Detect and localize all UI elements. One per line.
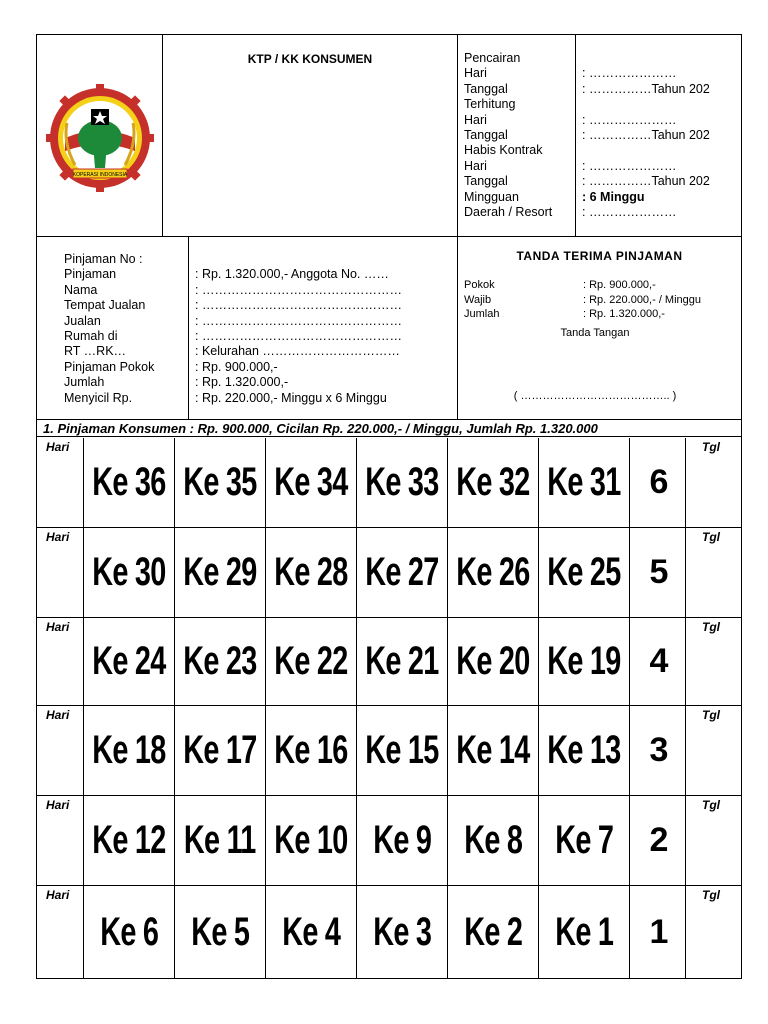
label-habis-kontrak: Habis Kontrak <box>464 143 543 158</box>
installment-cell[interactable] <box>357 886 448 978</box>
installment-label: Ke 11 <box>184 818 256 862</box>
installment-label: Ke 20 <box>456 639 530 683</box>
installment-cell[interactable] <box>448 796 539 885</box>
label-hari: Hari <box>464 112 487 127</box>
installment-label: Ke 8 <box>464 818 522 862</box>
installment-label: Ke 6 <box>100 909 158 954</box>
label-tanggal: Tanggal <box>464 174 508 189</box>
installment-label: Ke 27 <box>365 550 439 594</box>
label-wajib: Wajib <box>464 293 492 306</box>
label-tanggal: Tanggal <box>464 127 508 142</box>
installment-cell[interactable] <box>357 796 448 885</box>
installment-cell[interactable] <box>539 618 630 705</box>
value-jumlah: : Rp. 1.320.000,- <box>583 308 665 320</box>
value-terhitung <box>582 97 741 112</box>
hari-cell[interactable] <box>37 796 84 885</box>
signature-label: Tanda Tangan <box>560 327 630 339</box>
installment-label: Ke 19 <box>547 639 621 683</box>
installment-label: Ke 33 <box>365 460 439 504</box>
installment-label: Ke 3 <box>373 909 431 954</box>
installment-label: Ke 7 <box>555 818 613 862</box>
label-hari: Hari <box>464 66 487 81</box>
loan-card-form <box>36 34 742 979</box>
value-wajib: : Rp. 220.000,- / Minggu <box>583 293 702 306</box>
installment-row <box>37 438 741 528</box>
installment-row <box>37 796 741 886</box>
receipt-title: TANDA TERIMA PINJAMAN <box>516 249 683 263</box>
schedule-labels <box>458 35 576 236</box>
receipt-labels <box>464 278 499 322</box>
value-jumlah: : Rp. 1.320.000,- <box>195 375 289 390</box>
label-terhitung: Terhitung <box>464 97 516 112</box>
installment-label: Ke 32 <box>456 460 530 504</box>
hari-label: Hari <box>46 798 70 812</box>
installment-cell[interactable] <box>539 438 630 527</box>
label-pinjaman-pokok: Pinjaman Pokok <box>64 359 155 374</box>
label-jualan: Jualan <box>64 313 101 328</box>
week-number: 6 <box>649 463 669 501</box>
tgl-cell[interactable] <box>686 796 741 885</box>
ktp-title: KTP / KK KONSUMEN <box>247 52 373 66</box>
installment-label: Ke 24 <box>92 639 166 683</box>
installment-label: Ke 17 <box>183 728 257 772</box>
label-rumah-di: Rumah di <box>64 328 118 343</box>
installment-cell[interactable] <box>448 886 539 978</box>
week-number-cell <box>633 528 686 617</box>
installment-cell[interactable] <box>175 528 266 617</box>
installment-cell[interactable] <box>266 528 357 617</box>
tgl-label: Tgl <box>702 708 720 722</box>
week-number-cell <box>633 886 686 978</box>
tgl-label: Tgl <box>702 440 720 454</box>
installment-label: Ke 34 <box>274 460 348 504</box>
installment-cell[interactable] <box>539 706 630 795</box>
tgl-cell[interactable] <box>686 618 741 705</box>
value-daerah-resort[interactable]: : ………………… <box>582 204 677 219</box>
ktp-attachment-cell <box>163 35 458 236</box>
installment-row <box>37 706 741 796</box>
installment-cell[interactable] <box>357 618 448 705</box>
label-pinjaman-no: Pinjaman No : <box>64 252 143 266</box>
label-pencairan: Pencairan <box>464 51 521 65</box>
installment-label: Ke 13 <box>547 728 621 772</box>
label-jumlah: Jumlah <box>464 308 500 320</box>
week-number: 1 <box>649 912 669 951</box>
label-tanggal: Tanggal <box>464 81 508 96</box>
value-pokok: : Rp. 900.000,- <box>583 279 656 291</box>
hari-label: Hari <box>46 530 70 544</box>
hari-label: Hari <box>46 888 70 902</box>
value-hari[interactable]: : ………………… <box>582 66 677 81</box>
header-section <box>37 35 741 237</box>
week-number-cell <box>633 796 686 885</box>
installment-row <box>37 528 741 618</box>
installment-cell[interactable] <box>84 796 175 885</box>
value-menyicil: : Rp. 220.000,- Minggu x 6 Minggu <box>195 390 387 405</box>
week-number: 2 <box>649 821 669 859</box>
logo-cell <box>37 35 163 236</box>
installment-cell[interactable] <box>266 618 357 705</box>
installment-cell[interactable] <box>175 706 266 795</box>
value-pencairan <box>582 51 741 66</box>
installment-cell[interactable] <box>84 528 175 617</box>
value-habis-kontrak <box>582 143 741 158</box>
installment-cell[interactable] <box>448 618 539 705</box>
installment-cell[interactable] <box>175 796 266 885</box>
loan-details-section <box>37 237 741 420</box>
loan-labels <box>37 237 189 420</box>
tgl-cell[interactable] <box>686 886 741 978</box>
installment-cell[interactable] <box>175 618 266 705</box>
installment-label: Ke 4 <box>282 909 340 954</box>
installment-cell[interactable] <box>539 886 630 978</box>
label-nama: Nama <box>64 282 98 297</box>
hari-cell[interactable] <box>37 528 84 617</box>
installment-label: Ke 25 <box>547 550 621 594</box>
installment-cell[interactable] <box>448 706 539 795</box>
installment-label: Ke 21 <box>365 639 439 683</box>
value-tanggal[interactable]: : ……………Tahun 202 <box>582 127 710 142</box>
label-rt-rk: RT …RK… <box>64 344 127 359</box>
installment-cell[interactable] <box>448 438 539 527</box>
installment-label: Ke 9 <box>373 818 431 862</box>
tgl-cell[interactable] <box>686 706 741 795</box>
tgl-cell[interactable] <box>686 528 741 617</box>
installment-label: Ke 22 <box>274 639 348 683</box>
cooperative-logo <box>45 83 155 193</box>
hari-label: Hari <box>46 708 70 722</box>
installment-label: Ke 12 <box>92 818 166 862</box>
value-mingguan: : 6 Minggu <box>582 189 645 204</box>
tgl-label: Tgl <box>702 530 720 544</box>
week-number-cell <box>633 706 686 795</box>
installment-label: Ke 1 <box>555 909 613 954</box>
label-jumlah: Jumlah <box>64 375 105 390</box>
loan-values <box>189 237 458 420</box>
receipt-values <box>583 278 701 322</box>
installment-label: Ke 28 <box>274 550 348 594</box>
installment-cell[interactable] <box>175 438 266 527</box>
value-tanggal[interactable]: : ……………Tahun 202 <box>582 81 710 96</box>
installment-label: Ke 30 <box>92 550 166 594</box>
value-pinjaman-pokok: : Rp. 900.000,- <box>195 359 278 374</box>
installment-cell[interactable] <box>539 528 630 617</box>
value-rumah-di[interactable]: : ………………………………………… <box>195 328 402 343</box>
label-daerah-resort: Daerah / Resort <box>464 204 553 219</box>
week-number: 3 <box>649 731 669 769</box>
installment-row <box>37 618 741 706</box>
installment-label: Ke 29 <box>183 550 257 594</box>
tgl-label: Tgl <box>702 620 720 634</box>
value-tanggal[interactable]: : ……………Tahun 202 <box>582 174 710 189</box>
week-number-cell <box>633 618 686 705</box>
hari-cell[interactable] <box>37 618 84 705</box>
label-menyicil: Menyicil Rp. <box>64 390 133 405</box>
value-pinjaman-no <box>195 252 457 267</box>
installment-cell[interactable] <box>84 438 175 527</box>
installment-cell[interactable] <box>266 706 357 795</box>
tgl-label: Tgl <box>702 798 720 812</box>
loan-summary: 1. Pinjaman Konsumen : Rp. 900.000, Cicilan Rp. 220.000,- / Minggu, Jumlah Rp. 1.320.000 <box>37 421 741 437</box>
installment-label: Ke 26 <box>456 550 530 594</box>
hari-cell[interactable] <box>37 886 84 978</box>
installment-cell[interactable] <box>357 706 448 795</box>
installment-cell[interactable] <box>266 438 357 527</box>
installment-label: Ke 18 <box>92 728 166 772</box>
installment-label: Ke 23 <box>183 639 257 683</box>
label-hari: Hari <box>464 158 487 173</box>
week-number: 5 <box>649 553 669 591</box>
value-pinjaman[interactable]: : Rp. 1.320.000,- Anggota No. …… <box>195 267 389 282</box>
installment-label: Ke 35 <box>183 460 257 504</box>
installment-label: Ke 15 <box>365 728 439 772</box>
logo-banner-text: KOPERASI INDONESIA <box>72 172 128 178</box>
installment-cell[interactable] <box>84 886 175 978</box>
installment-cell[interactable] <box>84 618 175 705</box>
value-jualan[interactable]: : ………………………………………… <box>195 313 402 328</box>
loan-receipt <box>458 237 741 420</box>
installment-label: Ke 31 <box>547 460 621 504</box>
installment-label: Ke 16 <box>274 728 348 772</box>
installment-cell[interactable] <box>175 886 266 978</box>
installment-label: Ke 10 <box>274 818 348 862</box>
hari-label: Hari <box>46 440 70 454</box>
installment-label: Ke 5 <box>191 909 249 954</box>
installment-cell[interactable] <box>448 528 539 617</box>
installment-cell[interactable] <box>357 528 448 617</box>
schedule-values <box>576 35 741 236</box>
installment-cell[interactable] <box>84 706 175 795</box>
value-kelurahan[interactable]: : Kelurahan …………………………… <box>195 344 400 359</box>
tgl-cell[interactable] <box>686 438 741 527</box>
installment-label: Ke 2 <box>464 909 522 954</box>
installment-cell[interactable] <box>266 886 357 978</box>
hari-label: Hari <box>46 620 70 634</box>
label-mingguan: Mingguan <box>464 189 519 204</box>
installment-label: Ke 36 <box>92 460 166 504</box>
installment-cell[interactable] <box>357 438 448 527</box>
label-pinjaman: Pinjaman <box>64 267 117 282</box>
value-hari[interactable]: : ………………… <box>582 158 677 173</box>
value-hari[interactable]: : ………………… <box>582 112 677 127</box>
week-number-cell <box>633 438 686 527</box>
week-number: 4 <box>649 642 669 680</box>
signature-line[interactable]: ( ………………………………….. ) <box>513 390 677 402</box>
installment-cell[interactable] <box>539 796 630 885</box>
installment-label: Ke 14 <box>456 728 530 772</box>
installment-cell[interactable] <box>266 796 357 885</box>
label-pokok: Pokok <box>464 279 495 291</box>
label-tempat-jualan: Tempat Jualan <box>64 298 146 313</box>
value-nama[interactable]: : ………………………………………… <box>195 282 402 297</box>
value-tempat-jualan[interactable]: : ………………………………………… <box>195 298 402 313</box>
hari-cell[interactable] <box>37 438 84 527</box>
installment-row <box>37 886 741 978</box>
hari-cell[interactable] <box>37 706 84 795</box>
installment-grid <box>37 438 741 978</box>
tgl-label: Tgl <box>702 888 720 902</box>
